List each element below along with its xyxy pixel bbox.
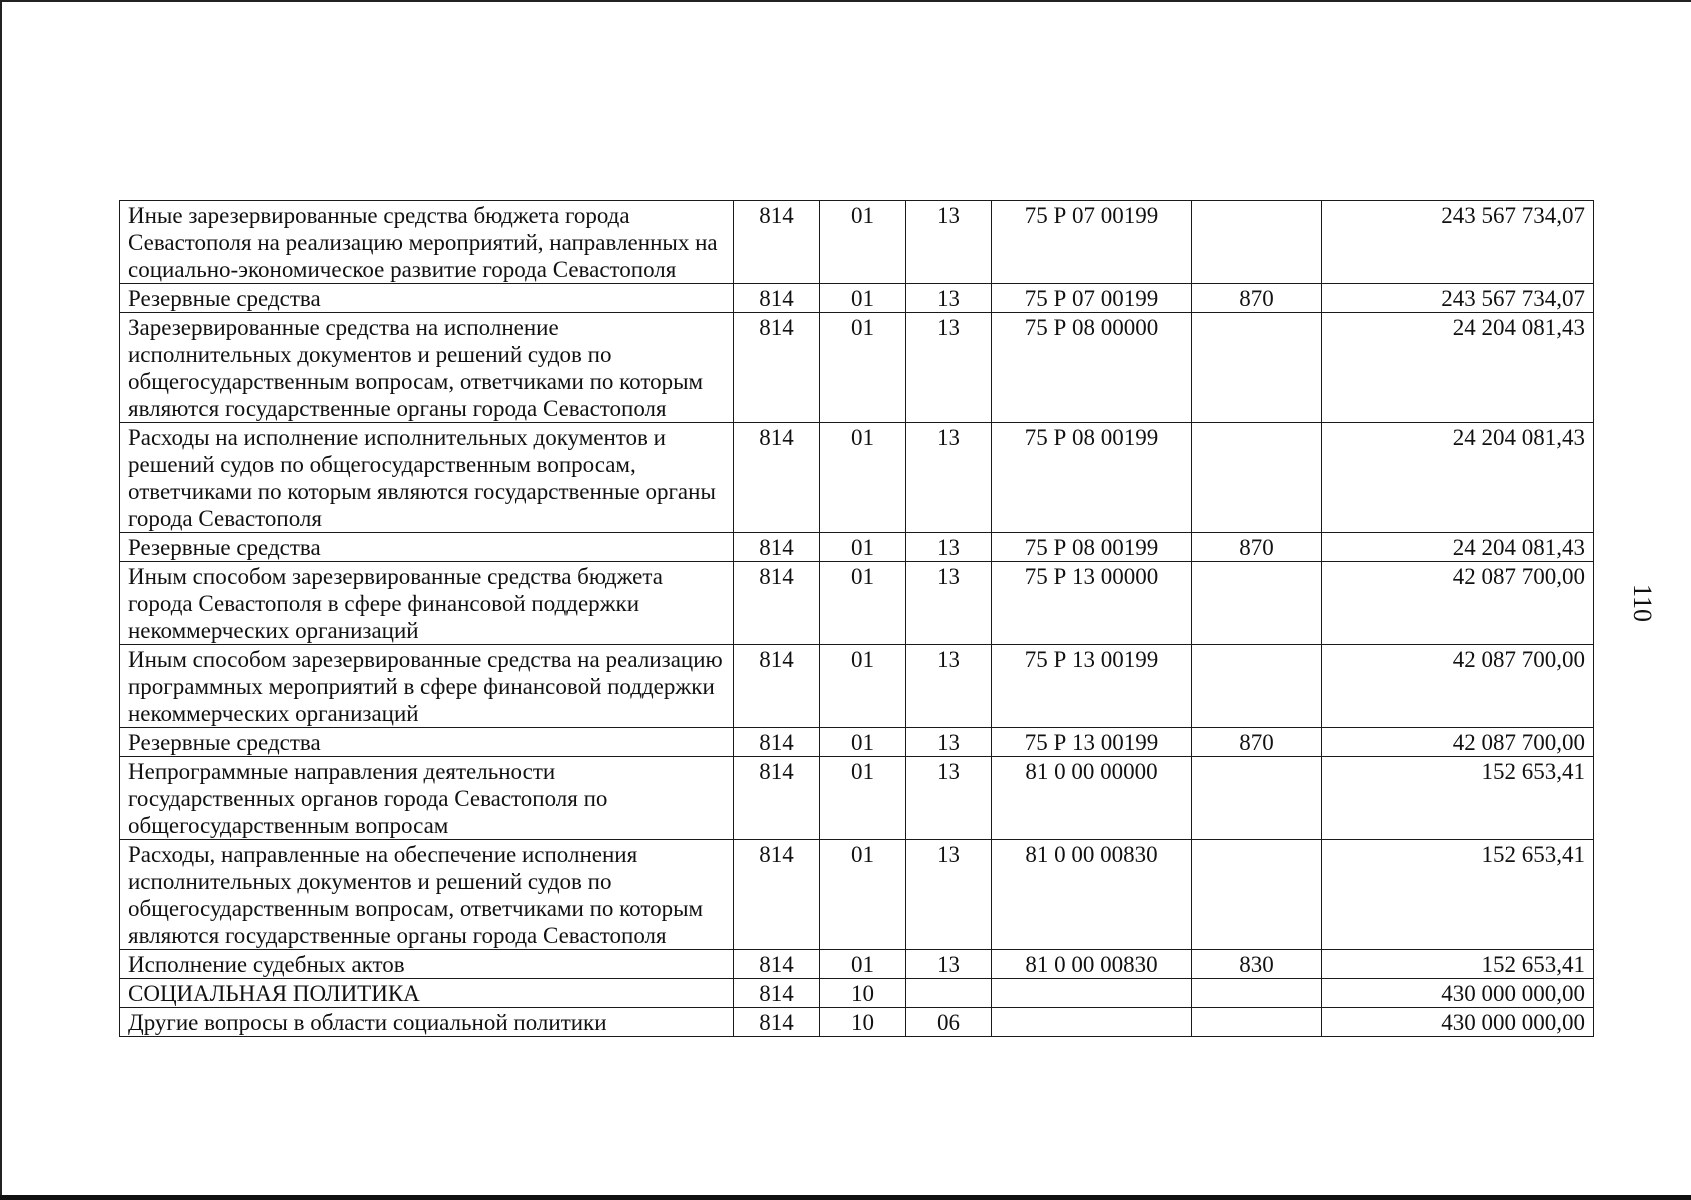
scan-edge-left [0, 0, 2, 1200]
row-target-article-cell: 75 Р 08 00000 [992, 313, 1192, 423]
table-row [120, 562, 1594, 645]
row-subsection-cell: 13 [906, 201, 992, 284]
row-amount-cell: 24 204 081,43 [1322, 313, 1594, 423]
row-subsection-cell: 13 [906, 728, 992, 757]
row-section-cell: 01 [820, 840, 906, 950]
row-section-cell: 01 [820, 562, 906, 645]
row-subsection-cell: 13 [906, 757, 992, 840]
row-grbs-cell: 814 [734, 201, 820, 284]
row-target-article-cell: 75 Р 08 00199 [992, 533, 1192, 562]
row-section-cell: 01 [820, 728, 906, 757]
row-expense-type-cell: 870 [1192, 284, 1322, 313]
row-amount-cell: 42 087 700,00 [1322, 645, 1594, 728]
row-subsection-cell: 13 [906, 313, 992, 423]
row-subsection-cell: 13 [906, 840, 992, 950]
row-name-cell: Иные зарезервированные средства бюджета города Севастополя на реализацию мероприятий, направленных на социально-экономическое развитие города Севастополя [120, 201, 734, 284]
row-target-article-cell: 81 0 00 00830 [992, 840, 1192, 950]
row-name-cell: СОЦИАЛЬНАЯ ПОЛИТИКА [120, 979, 734, 1008]
row-section-cell: 01 [820, 423, 906, 533]
row-amount-cell: 42 087 700,00 [1322, 728, 1594, 757]
row-grbs-cell: 814 [734, 728, 820, 757]
table-row [120, 757, 1594, 840]
row-section-cell: 10 [820, 979, 906, 1008]
table-row [120, 284, 1594, 313]
row-target-article-cell: 81 0 00 00000 [992, 757, 1192, 840]
row-grbs-cell: 814 [734, 313, 820, 423]
row-expense-type-cell [1192, 645, 1322, 728]
table-row [120, 840, 1594, 950]
row-target-article-cell: 75 Р 13 00199 [992, 728, 1192, 757]
row-grbs-cell: 814 [734, 1008, 820, 1037]
row-name-cell: Резервные средства [120, 728, 734, 757]
row-name-cell: Другие вопросы в области социальной политики [120, 1008, 734, 1037]
row-section-cell: 01 [820, 284, 906, 313]
row-expense-type-cell [1192, 1008, 1322, 1037]
row-name-cell: Резервные средства [120, 533, 734, 562]
row-target-article-cell [992, 979, 1192, 1008]
row-subsection-cell: 13 [906, 562, 992, 645]
row-name-cell: Исполнение судебных актов [120, 950, 734, 979]
row-expense-type-cell: 870 [1192, 533, 1322, 562]
table-row [120, 1008, 1594, 1037]
row-amount-cell: 243 567 734,07 [1322, 284, 1594, 313]
row-grbs-cell: 814 [734, 840, 820, 950]
row-amount-cell: 152 653,41 [1322, 757, 1594, 840]
row-section-cell: 10 [820, 1008, 906, 1037]
row-name-cell: Расходы на исполнение исполнительных документов и решений судов по общегосударственным вопросам, ответчиками по которым являются государственные органы города Севастополя [120, 423, 734, 533]
table-row [120, 645, 1594, 728]
scan-edge-top [0, 0, 1691, 2]
table-row [120, 423, 1594, 533]
table-row [120, 950, 1594, 979]
row-name-cell: Иным способом зарезервированные средства бюджета города Севастополя в сфере финансовой поддержки некоммерческих организаций [120, 562, 734, 645]
row-subsection-cell: 06 [906, 1008, 992, 1037]
table-row [120, 533, 1594, 562]
row-amount-cell: 152 653,41 [1322, 950, 1594, 979]
row-amount-cell: 430 000 000,00 [1322, 1008, 1594, 1037]
row-section-cell: 01 [820, 533, 906, 562]
row-expense-type-cell [1192, 201, 1322, 284]
row-grbs-cell: 814 [734, 284, 820, 313]
row-grbs-cell: 814 [734, 979, 820, 1008]
row-subsection-cell: 13 [906, 645, 992, 728]
row-grbs-cell: 814 [734, 562, 820, 645]
row-amount-cell: 243 567 734,07 [1322, 201, 1594, 284]
row-target-article-cell: 75 Р 08 00199 [992, 423, 1192, 533]
row-expense-type-cell [1192, 979, 1322, 1008]
page-number: 110 [1628, 583, 1657, 623]
row-amount-cell: 152 653,41 [1322, 840, 1594, 950]
table-row [120, 728, 1594, 757]
row-subsection-cell: 13 [906, 533, 992, 562]
row-name-cell: Иным способом зарезервированные средства на реализацию программных мероприятий в сфере финансовой поддержки некоммерческих организаций [120, 645, 734, 728]
row-target-article-cell: 81 0 00 00830 [992, 950, 1192, 979]
row-name-cell: Зарезервированные средства на исполнение исполнительных документов и решений судов по общегосударственным вопросам, ответчиками по которым являются государственные органы города Севастополя [120, 313, 734, 423]
row-amount-cell: 430 000 000,00 [1322, 979, 1594, 1008]
row-section-cell: 01 [820, 950, 906, 979]
table-row [120, 313, 1594, 423]
row-subsection-cell: 13 [906, 950, 992, 979]
row-expense-type-cell: 830 [1192, 950, 1322, 979]
row-target-article-cell: 75 Р 07 00199 [992, 201, 1192, 284]
row-target-article-cell: 75 Р 13 00000 [992, 562, 1192, 645]
row-target-article-cell: 75 Р 07 00199 [992, 284, 1192, 313]
row-target-article-cell: 75 Р 13 00199 [992, 645, 1192, 728]
row-grbs-cell: 814 [734, 423, 820, 533]
table-row [120, 201, 1594, 284]
row-section-cell: 01 [820, 201, 906, 284]
row-name-cell: Резервные средства [120, 284, 734, 313]
row-section-cell: 01 [820, 313, 906, 423]
row-target-article-cell [992, 1008, 1192, 1037]
row-expense-type-cell [1192, 757, 1322, 840]
budget-table [119, 200, 1594, 1037]
row-amount-cell: 24 204 081,43 [1322, 423, 1594, 533]
row-expense-type-cell [1192, 423, 1322, 533]
row-expense-type-cell [1192, 313, 1322, 423]
row-expense-type-cell: 870 [1192, 728, 1322, 757]
row-amount-cell: 42 087 700,00 [1322, 562, 1594, 645]
row-expense-type-cell [1192, 562, 1322, 645]
row-name-cell: Непрограммные направления деятельности государственных органов города Севастополя по общегосударственным вопросам [120, 757, 734, 840]
scan-edge-bottom [0, 1195, 1691, 1200]
row-amount-cell: 24 204 081,43 [1322, 533, 1594, 562]
row-grbs-cell: 814 [734, 950, 820, 979]
row-subsection-cell: 13 [906, 423, 992, 533]
row-name-cell: Расходы, направленные на обеспечение исполнения исполнительных документов и решений судов по общегосударственным вопросам, ответчиками по которым являются государственные органы города Севастополя [120, 840, 734, 950]
row-section-cell: 01 [820, 757, 906, 840]
row-section-cell: 01 [820, 645, 906, 728]
row-subsection-cell: 13 [906, 284, 992, 313]
table-row [120, 979, 1594, 1008]
budget-table-body [120, 201, 1594, 1037]
row-grbs-cell: 814 [734, 645, 820, 728]
row-subsection-cell [906, 979, 992, 1008]
row-grbs-cell: 814 [734, 533, 820, 562]
row-grbs-cell: 814 [734, 757, 820, 840]
row-expense-type-cell [1192, 840, 1322, 950]
